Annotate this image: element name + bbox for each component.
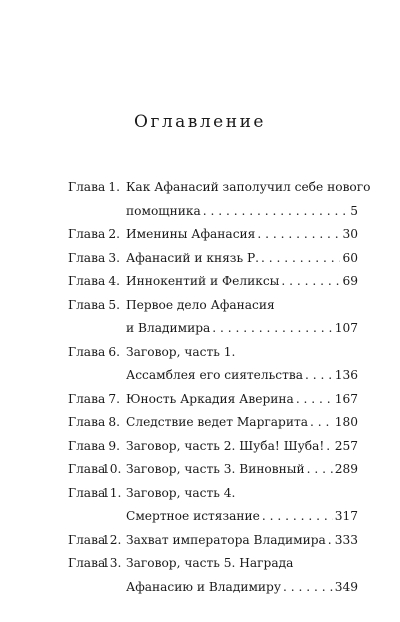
dot-leader — [326, 435, 332, 459]
toc-entry-8 — [68, 411, 358, 435]
page-number: 136 — [334, 368, 358, 382]
dot-leader — [281, 270, 340, 294]
chapter-label: Глава — [68, 415, 106, 429]
chapter-title: Заговор, часть 2. Шуба! Шуба! — [126, 438, 325, 453]
dot-leader — [262, 505, 333, 529]
chapter-number: 11. — [102, 485, 122, 500]
toc-entry-11 — [68, 482, 358, 529]
chapter-label: Глава — [68, 274, 106, 288]
chapter-title-continued: Ассамблея его сиятельства — [126, 368, 303, 382]
chapter-number: 3. — [108, 250, 120, 265]
chapter-title: Юность Аркадия Аверина — [126, 391, 294, 406]
chapter-title-continued: помощника — [126, 203, 201, 218]
dot-leader — [283, 576, 333, 600]
dot-leader — [257, 223, 340, 247]
chapter-number: 4. — [108, 274, 120, 288]
chapter-number: 5. — [108, 297, 120, 312]
chapter-number: 1. — [108, 180, 120, 194]
dot-leader — [310, 411, 333, 435]
chapter-number: 8. — [108, 415, 120, 429]
page-number: 5 — [350, 203, 358, 218]
chapter-title: Как Афанасий заполучил себе нового — [126, 180, 371, 194]
toc-entry-6 — [68, 341, 358, 388]
chapter-label: Глава — [68, 180, 106, 194]
chapter-label: Глава — [68, 462, 106, 476]
chapter-number: 6. — [108, 344, 120, 359]
toc-entry-12 — [68, 529, 358, 553]
page-number: 317 — [334, 509, 358, 523]
toc-entry-10 — [68, 458, 358, 482]
chapter-number: 2. — [108, 227, 120, 241]
dot-leader — [305, 364, 333, 388]
toc-entry-2 — [68, 223, 358, 247]
chapter-title-continued: Афанасию и Владимиру — [126, 579, 282, 594]
dot-leader — [296, 388, 333, 412]
chapter-title: Иннокентий и Феликсы — [126, 274, 280, 288]
dot-leader — [307, 458, 333, 482]
page-number: 30 — [342, 227, 358, 241]
chapter-label: Глава — [68, 556, 106, 570]
chapter-number: 7. — [108, 391, 120, 406]
page-number: 257 — [334, 438, 358, 453]
chapter-title: Следствие ведет Маргарита — [126, 415, 308, 429]
toc-entry-9 — [68, 435, 358, 459]
chapter-title: Именины Афанасия — [126, 227, 256, 241]
dot-leader — [328, 529, 333, 553]
chapter-label: Глава — [68, 391, 106, 406]
page-number: 167 — [334, 391, 358, 406]
chapter-label: Глава — [68, 227, 106, 241]
chapter-title: Заговор, часть 5. Награда — [126, 556, 294, 570]
toc-title: Оглавление — [134, 112, 266, 132]
chapter-number: 9. — [108, 438, 120, 453]
toc-entry-7 — [68, 388, 358, 412]
dot-leader — [212, 317, 332, 341]
dot-leader — [261, 247, 340, 271]
chapter-label: Глава — [68, 344, 106, 359]
toc-entry-3 — [68, 247, 358, 271]
page-number: 289 — [334, 462, 358, 476]
chapter-number: 10. — [102, 462, 122, 476]
chapter-title-continued: и Владимира — [126, 321, 211, 335]
chapter-label: Глава — [68, 532, 106, 547]
toc-entry-1 — [68, 176, 371, 223]
toc-entry-4 — [68, 270, 358, 294]
page-number: 349 — [334, 579, 358, 594]
toc-entry-5 — [68, 294, 358, 341]
chapter-title: Первое дело Афанасия — [126, 297, 275, 312]
chapter-title: Заговор, часть 1. — [126, 344, 236, 359]
toc-list — [68, 176, 371, 599]
page-number: 69 — [342, 274, 358, 288]
chapter-number: 13. — [102, 556, 122, 570]
chapter-label: Глава — [68, 485, 106, 500]
toc-entry-13 — [68, 552, 358, 599]
chapter-label: Глава — [68, 438, 106, 453]
page-number: 180 — [334, 415, 358, 429]
chapter-number: 12. — [102, 532, 122, 547]
chapter-title: Захват императора Владимира — [126, 532, 326, 547]
page-number: 333 — [334, 532, 358, 547]
dot-leader — [203, 200, 348, 224]
chapter-title: Афанасий и князь Р. — [126, 250, 260, 265]
chapter-title: Заговор, часть 4. — [126, 485, 236, 500]
chapter-label: Глава — [68, 297, 106, 312]
chapter-label: Глава — [68, 250, 106, 265]
page-number: 60 — [342, 250, 358, 265]
chapter-title-continued: Смертное истязание — [126, 509, 260, 523]
page-number: 107 — [334, 321, 358, 335]
chapter-title: Заговор, часть 3. Виновный — [126, 462, 305, 476]
